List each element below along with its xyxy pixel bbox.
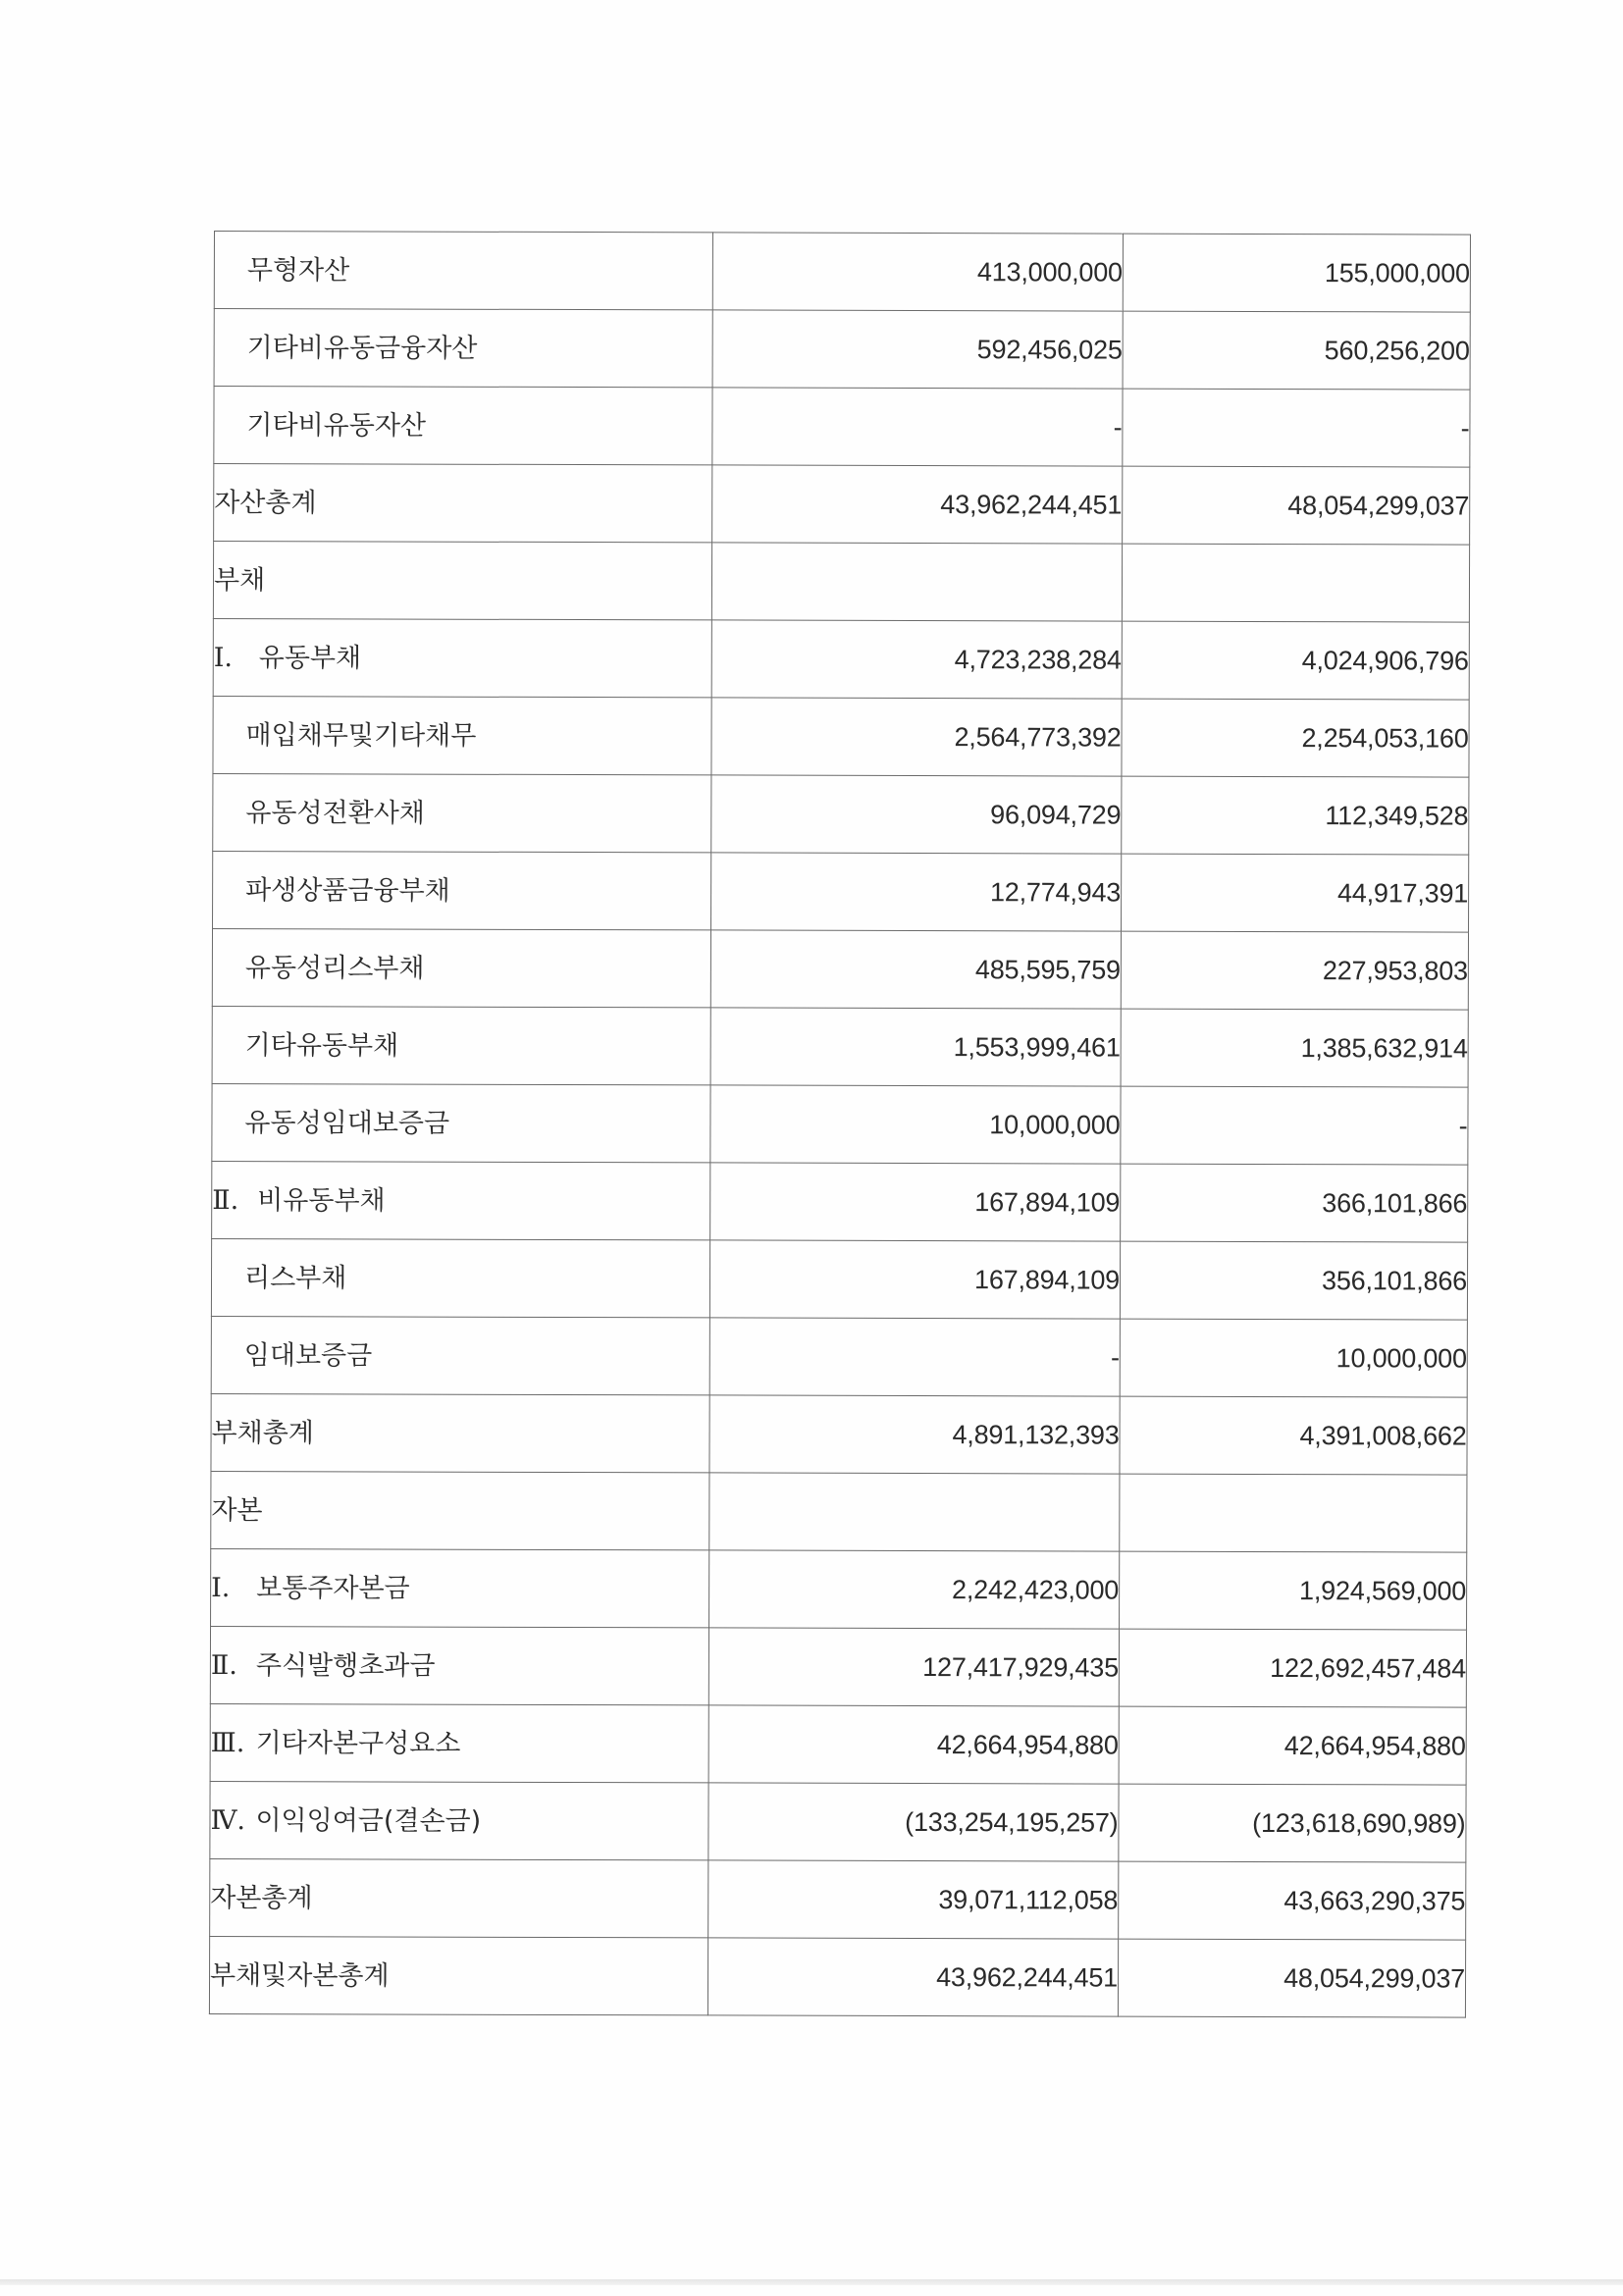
current-period-value: 167,894,109 [709,1240,1120,1319]
row-label: 보통주자본금 [256,1572,410,1604]
prior-period-value: 155,000,000 [1123,234,1470,312]
row-label-cell [210,1703,708,1782]
prior-period-value: 4,024,906,796 [1122,621,1469,700]
row-label: 유동성전환사채 [245,797,425,829]
table-row [212,1006,1468,1087]
table-row [212,1161,1468,1242]
row-label-cell [213,618,711,697]
row-label-cell [210,1626,708,1704]
row-label-cell [211,1471,709,1549]
current-period-value [709,1473,1120,1551]
row-label-cell [211,1393,709,1472]
table-row [210,1858,1466,1940]
table-row [210,1626,1466,1707]
prior-period-value: 1,385,632,914 [1121,1009,1468,1087]
row-label-cell [212,1083,710,1162]
row-label: 기타비유동자산 [246,409,427,442]
row-label: 자본 [211,1494,263,1526]
row-label: 주식발행초과금 [255,1649,436,1682]
prior-period-value: 4,391,008,662 [1120,1396,1467,1475]
current-period-value: 4,723,238,284 [711,620,1122,699]
current-period-value: 413,000,000 [712,233,1123,311]
roman-numeral: Ⅲ. [210,1727,245,1758]
row-label: 자본총계 [210,1882,313,1913]
current-period-value: 592,456,025 [712,310,1123,389]
current-period-value: - [712,388,1123,466]
prior-period-value: 42,664,954,880 [1119,1706,1466,1785]
current-period-value: 2,242,423,000 [709,1550,1120,1629]
current-period-value: 42,664,954,880 [708,1705,1119,1784]
table-row [212,1083,1468,1165]
row-label: 유동부채 [258,642,362,673]
current-period-value [711,543,1122,621]
prior-period-value: 2,254,053,160 [1122,699,1469,777]
balance-sheet-body [209,232,1470,2018]
prior-period-value: (123,618,690,989) [1119,1784,1466,1862]
row-label: 무형자산 [246,254,350,286]
row-label-cell [214,309,712,388]
current-period-value: 43,962,244,451 [712,465,1123,544]
row-label-cell [214,232,712,310]
row-label-cell [211,1548,709,1627]
row-label-cell [211,1316,709,1394]
prior-period-value: 48,054,299,037 [1123,466,1470,545]
current-period-value: (133,254,195,257) [708,1783,1119,1861]
prior-period-value: 43,663,290,375 [1119,1861,1466,1940]
row-label: 자산총계 [214,487,317,518]
table-row [214,309,1470,391]
table-row [210,1781,1466,1862]
current-period-value: 43,962,244,451 [707,1938,1118,2016]
table-row [212,928,1468,1010]
table-row [214,387,1470,468]
row-label: 파생상품금융부채 [245,874,450,907]
table-row [213,773,1469,855]
prior-period-value [1122,544,1469,622]
row-label: 임대보증금 [243,1339,373,1371]
prior-period-value: 560,256,200 [1123,311,1470,390]
roman-numeral: Ⅰ. [213,642,234,673]
prior-period-value: 48,054,299,037 [1118,1939,1465,2017]
table-row [211,1393,1467,1475]
balance-sheet-table [209,231,1471,2018]
row-label: 매입채무및기타채무 [245,719,477,752]
row-label: 비유동부채 [257,1184,386,1216]
table-row [210,1703,1466,1785]
prior-period-value: - [1121,1086,1468,1165]
row-label-cell [213,542,711,620]
current-period-value: 485,595,759 [710,930,1121,1009]
row-label: 기타자본구성요소 [255,1727,461,1759]
table-row [213,696,1469,777]
row-label: 부채총계 [211,1417,314,1448]
row-label-cell [214,387,712,465]
current-period-value: 12,774,943 [711,853,1122,931]
row-label-cell [213,773,711,852]
current-period-value: 39,071,112,058 [708,1860,1119,1939]
row-label-cell [212,928,710,1007]
table-row [211,1471,1467,1552]
table-row [211,1548,1467,1630]
prior-period-value: 122,692,457,484 [1119,1629,1466,1707]
row-label: 기타유동부채 [244,1029,399,1062]
current-period-value: 96,094,729 [711,775,1122,854]
row-label: 부채및자본총계 [209,1959,390,1992]
prior-period-value: - [1123,389,1470,467]
roman-numeral: Ⅱ. [210,1649,237,1681]
row-label: 유동성리스부채 [244,952,425,984]
current-period-value: 127,417,929,435 [708,1628,1119,1706]
prior-period-value: 356,101,866 [1120,1241,1467,1320]
prior-period-value: 44,917,391 [1122,854,1469,932]
current-period-value: - [709,1318,1120,1396]
table-row [211,1238,1467,1320]
current-period-value: 10,000,000 [710,1085,1121,1164]
prior-period-value: 227,953,803 [1121,931,1468,1010]
roman-numeral: Ⅳ. [210,1804,246,1836]
row-label-cell [210,1858,708,1937]
row-label: 이익잉여금(결손금) [255,1804,482,1837]
table-row [213,618,1469,700]
scan-edge-line [0,2279,1623,2285]
roman-numeral: Ⅱ. [212,1184,239,1216]
row-label-cell [213,851,711,929]
row-label-cell [211,1238,709,1317]
prior-period-value: 10,000,000 [1120,1319,1467,1397]
row-label: 부채 [213,564,266,596]
row-label-cell [209,1936,707,2014]
current-period-value: 1,553,999,461 [710,1008,1121,1086]
table-row [214,232,1470,313]
roman-numeral: Ⅰ. [211,1572,231,1603]
row-label: 유동성임대보증금 [244,1107,450,1139]
table-row [213,851,1469,932]
prior-period-value [1120,1474,1467,1552]
row-label-cell [214,464,712,543]
row-label-cell [212,1161,710,1239]
row-label: 기타비유동금융자산 [246,332,478,364]
table-row [214,464,1470,546]
current-period-value: 2,564,773,392 [711,698,1122,776]
prior-period-value: 112,349,528 [1122,776,1469,855]
row-label-cell [210,1781,708,1859]
row-label-cell [212,1006,710,1084]
row-label-cell [213,696,711,774]
prior-period-value: 1,924,569,000 [1120,1551,1467,1630]
table-row [209,1936,1465,2017]
table-row [213,542,1469,623]
prior-period-value: 366,101,866 [1121,1164,1468,1242]
current-period-value: 167,894,109 [710,1163,1121,1241]
table-row [211,1316,1467,1397]
current-period-value: 4,891,132,393 [709,1395,1120,1474]
row-label: 리스부채 [243,1262,347,1293]
